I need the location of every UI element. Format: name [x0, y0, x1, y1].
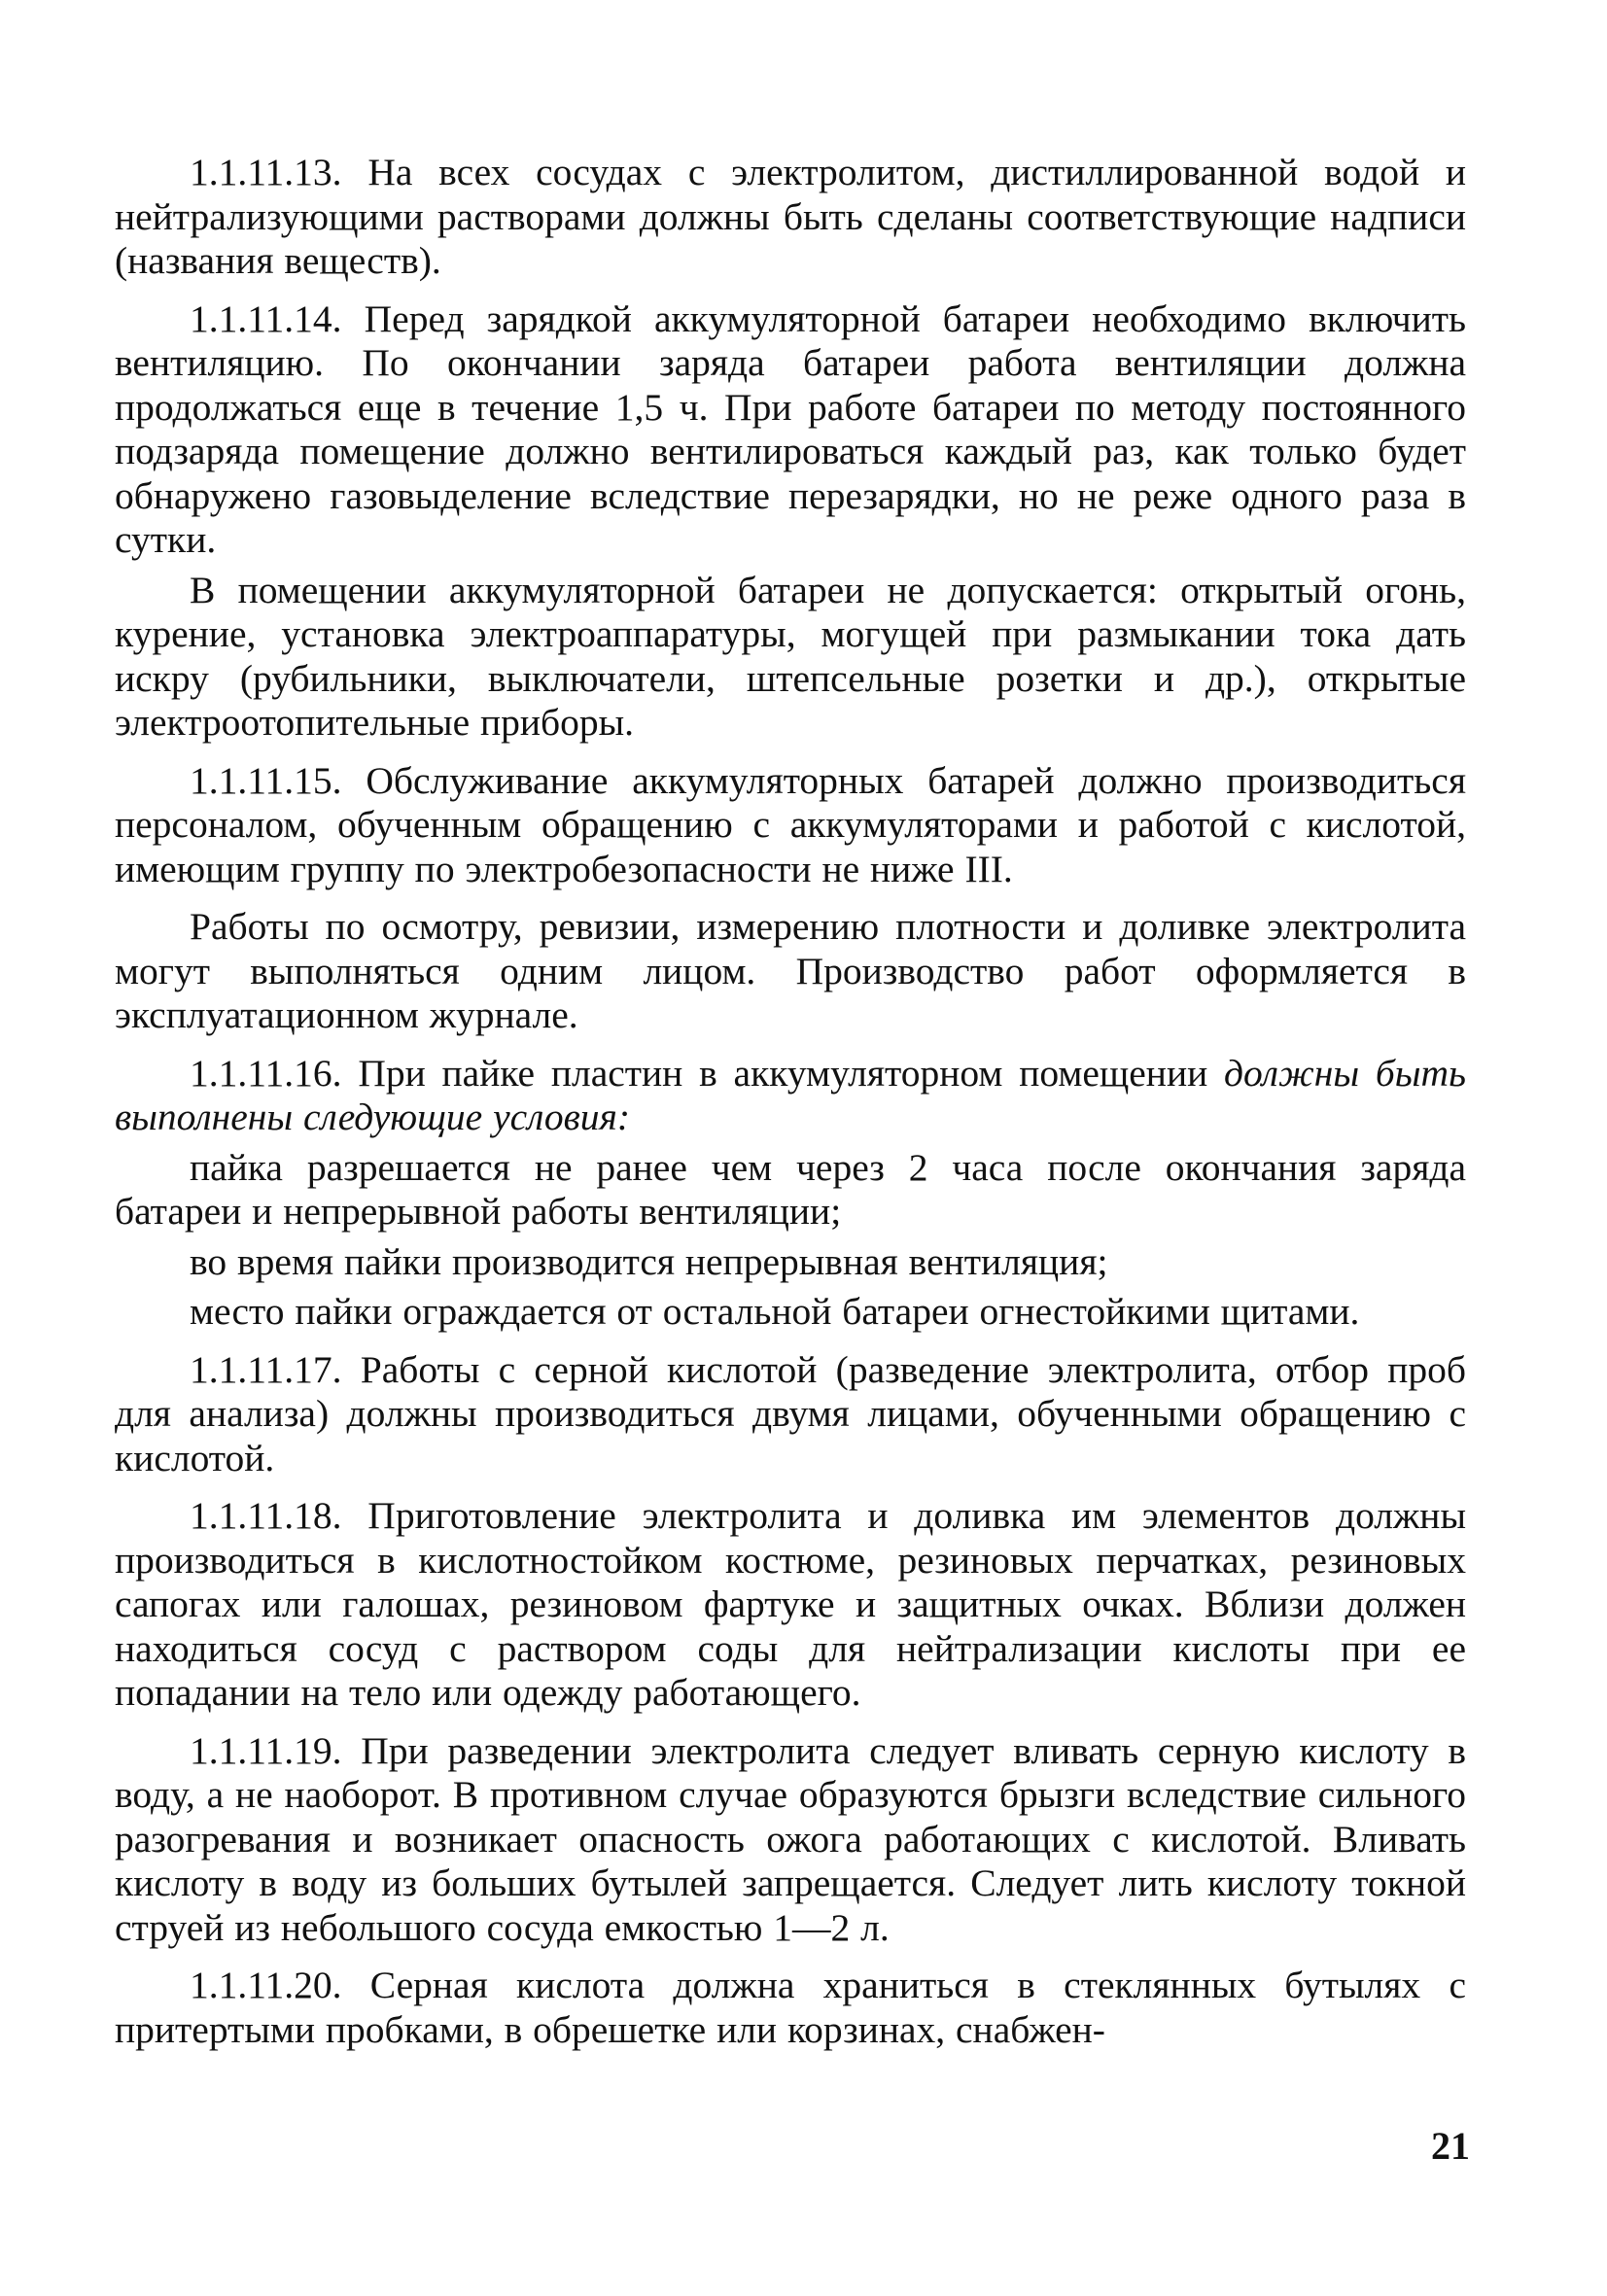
- paragraph-1-1-11-16: [115, 1052, 1466, 1140]
- list-item-soldering-ventilation: во время пайки производится непрерывная вентиляция;: [190, 1239, 1108, 1283]
- paragraph-1-1-11-14: 1.1.11.14. Перед зарядкой аккумуляторной батареи необходимо включить вентиляцию. По окончании заряда батареи работа вентиляции должна продолжаться еще в течение 1,5 ч. При работе батареи по методу постоянного подзаряда помещение должно вентилироваться каждый раз, как только будет обнаружено газовыделение вследствие перезарядки, но не реже одного раза в сутки.: [115, 296, 1466, 561]
- paragraph-1-1-11-15: 1.1.11.15. Обслуживание аккумуляторных батарей должно производиться персоналом, обученным обращению с аккумуляторами и работой с кислотой, имеющим группу по электробезопасности не ниже III.: [115, 758, 1466, 890]
- paragraph-room-restrictions: В помещении аккумуляторной батареи не допускается: открытый огонь, курение, установка электроаппаратуры, могущей при размыкании тока дать искру (рубильники, выключатели, штепсельные розетки и др.), открытые электроотопительные приборы.: [115, 568, 1466, 744]
- document-body: [115, 151, 1466, 2066]
- paragraph-1-1-11-19: 1.1.11.19. При разведении электролита следует вливать серную кислоту в воду, а не наоборот. В противном случае образуются брызги вследствие сильного разогревания и возникает опасность ожога работающих с кислотой. Вливать кислоту в воду из больших бутылей запрещается. Следует лить кислоту токной струей из небольшого сосуда емкостью 1—2 л.: [115, 1728, 1466, 1949]
- list-item-soldering-permission: пайка разрешается не ранее чем через 2 часа после окончания заряда батареи и непрерывной работы вентиляции;: [115, 1145, 1466, 1233]
- paragraph-1-1-11-17: 1.1.11.17. Работы с серной кислотой (разведение электролита, отбор проб для анализа) должны производиться двумя лицами, обученными обращению с кислотой.: [115, 1347, 1466, 1479]
- page-number: 21: [1431, 2124, 1470, 2168]
- paragraph-1-1-11-18: 1.1.11.18. Приготовление электролита и доливка им элементов должны производиться в кислотностойком костюме, резиновых перчатках, резиновых сапогах или галошах, резиновом фартуке и защитных очках. Вблизи должен находиться сосуд с раствором соды для нейтрализации кислоты при ее попадании на тело или одежду работающего.: [115, 1494, 1466, 1714]
- list-item-soldering-shields: место пайки ограждается от остальной батареи огнестойкими щитами.: [190, 1290, 1360, 1333]
- paragraph-1-1-11-16-lead: 1.1.11.16. При пайке пластин в аккумуляторном помещении: [190, 1051, 1208, 1095]
- paragraph-inspection-works: Работы по осмотру, ревизии, измерению плотности и доливке электролита могут выполняться одним лицом. Производство работ оформляется в эксплуатационном журнале.: [115, 905, 1466, 1036]
- paragraph-1-1-11-16-emphasis: должны быть выполнены следующие условия:: [115, 1051, 1467, 1138]
- paragraph-1-1-11-13: 1.1.11.13. На всех сосудах с электролитом, дистиллированной водой и нейтрализующими растворами должны быть сделаны соответствующие надписи (названия веществ).: [115, 151, 1466, 282]
- paragraph-1-1-11-20: 1.1.11.20. Серная кислота должна храниться в стеклянных бутылях с притертыми пробками, в обрешетке или корзинах, снабжен-: [115, 1964, 1466, 2051]
